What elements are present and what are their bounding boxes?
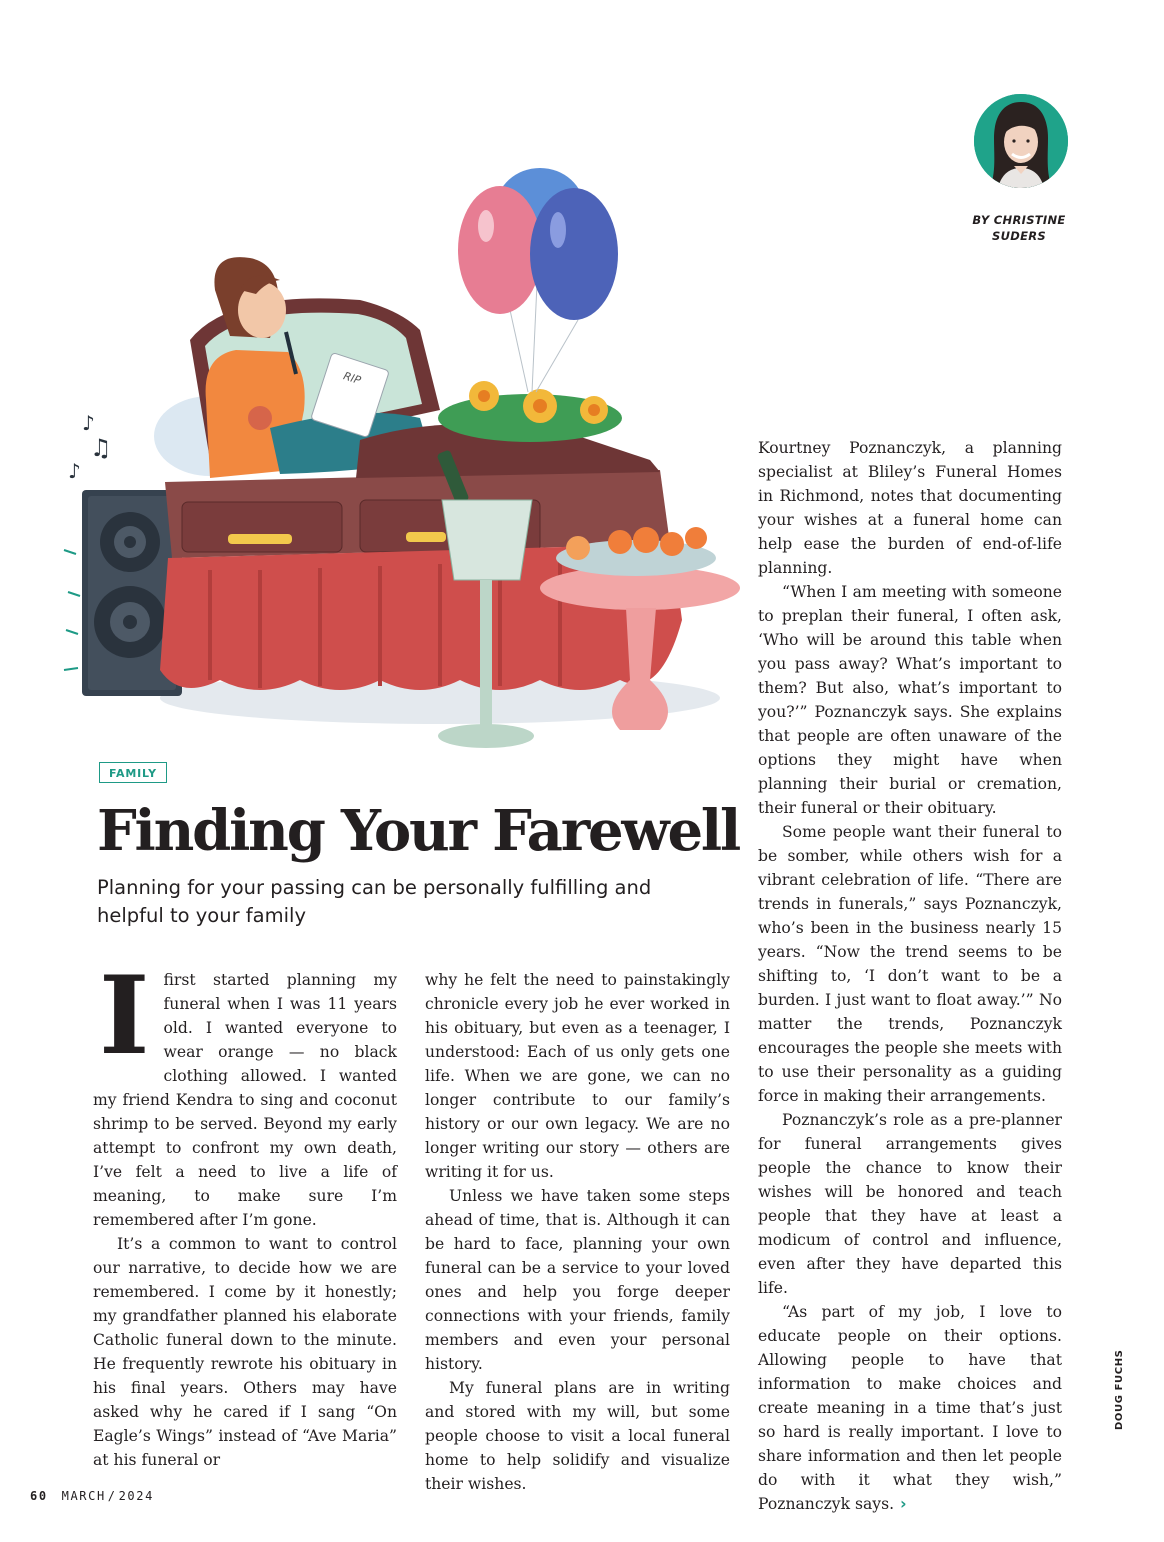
body-column-1 <box>93 953 397 1472</box>
author-photo <box>974 94 1068 188</box>
paragraph: Kourtney Poznanczyk, a planning specialist at Bliley’s Funeral Homes in Richmond, notes that documenting your wishes at a funeral home can help ease the burden of end-of-life planning. <box>758 439 1062 577</box>
paragraph: why he felt the need to painstakingly chronicle every job he ever worked in his obituary, but even as a teenager, I understood: Each of us only gets one life. When we are gone, we can no longer contribute to our family’s history or our own legacy. We are no longer writing our story — others are writing it for us. <box>425 971 730 1181</box>
page-folio <box>30 1489 154 1503</box>
article-subtitle: Planning for your passing can be personally fulfilling and helpful to your family <box>97 876 652 927</box>
byline-line-2: SUDERS <box>992 229 1046 243</box>
body-column-2 <box>425 968 730 1496</box>
category-tag: FAMILY <box>99 762 167 783</box>
end-mark-icon: › <box>900 1495 907 1513</box>
paragraph: Poznanczyk’s role as a pre-planner for funeral arrangements gives people the chance to know their wishes will be honored and teach people that they have at least a modicum of control and influence, even after they have departed this life. <box>758 1111 1062 1297</box>
article-title: Finding Your Farewell <box>97 798 740 864</box>
issue-separator: / <box>107 1489 117 1503</box>
drop-cap: I <box>99 953 150 1079</box>
paragraph <box>93 953 397 1232</box>
paragraph-text: “As part of my job, I love to educate people on their options. Allowing people to have that information to make choices and create meaning in a time that’s just so hard is really important. I love to share information and then let people do with it what they wish,” Poznanczyk says. <box>758 1303 1062 1513</box>
byline-line-1: BY CHRISTINE <box>972 213 1066 227</box>
svg-text:♪: ♪ <box>68 459 81 483</box>
byline <box>964 212 1074 244</box>
paragraph: It’s a common to want to control our narrative, to decide how we are remembered. I come by it honestly; my grandfather planned his elaborate Catholic funeral down to the minute. He frequently rewrote his obituary in his final years. Others may have asked why he cared if I sang “On Eagle’s Wings” instead of “Ave Maria” at his funeral or <box>93 1235 397 1469</box>
photo-credit-text: DOUG FUCHS <box>1114 1349 1125 1430</box>
flowers-icon <box>438 381 622 442</box>
photo-credit <box>1100 1340 1140 1430</box>
paragraph: My funeral plans are in writing and stored with my will, but some people choose to visit a local funeral home to help solidify and visualize their wishes. <box>425 1379 730 1493</box>
paragraph <box>758 1300 1062 1516</box>
music-notes-icon <box>68 411 112 483</box>
rip-label: RIP <box>341 369 363 388</box>
issue-month: MARCH <box>61 1489 106 1503</box>
hero-illustration <box>60 160 740 760</box>
svg-text:♪: ♪ <box>82 411 95 435</box>
paragraph: “When I am meeting with someone to preplan their funeral, I often ask, ‘Who will be around this table when you pass away? What’s important to them? But also, what’s important to you?’” Poznanczyk says. She explains that people are often unaware of the options they might have when planning their burial or cremation, their funeral or their obituary. <box>758 583 1062 817</box>
page-number: 60 <box>30 1489 48 1503</box>
svg-text:♫: ♫ <box>90 434 112 462</box>
paragraph: Some people want their funeral to be somber, while others wish for a vibrant celebration of life. “There are trends in funerals,” says Poznanczyk, who’s been in the business nearly 15 years. “Now the trend seems to be shifting to, ‘I don’t want to be a burden. I just want to float away.’” No matter the trends, Poznanczyk encourages the people she meets with to use their personality as a guiding force in making their arrangements. <box>758 823 1062 1105</box>
paragraph: Unless we have taken some steps ahead of time, that is. Although it can be hard to face, planning your own funeral can be a service to your loved ones and help you forge deeper connections with your friends, family members and even your personal history. <box>425 1187 730 1373</box>
balloons-icon <box>458 168 618 392</box>
body-column-3 <box>758 436 1062 1516</box>
issue-year: 2024 <box>118 1489 154 1503</box>
paragraph-text: first started planning my funeral when I was 11 years old. I wanted everyone to wear orange — no black clothing allowed. I wanted my friend Kendra to sing and coconut shrimp to be served. Beyond my early attempt to confront my own death, I’ve felt a need to live a life of meaning, to make sure I’m remembered after I’m gone. <box>93 971 397 1229</box>
